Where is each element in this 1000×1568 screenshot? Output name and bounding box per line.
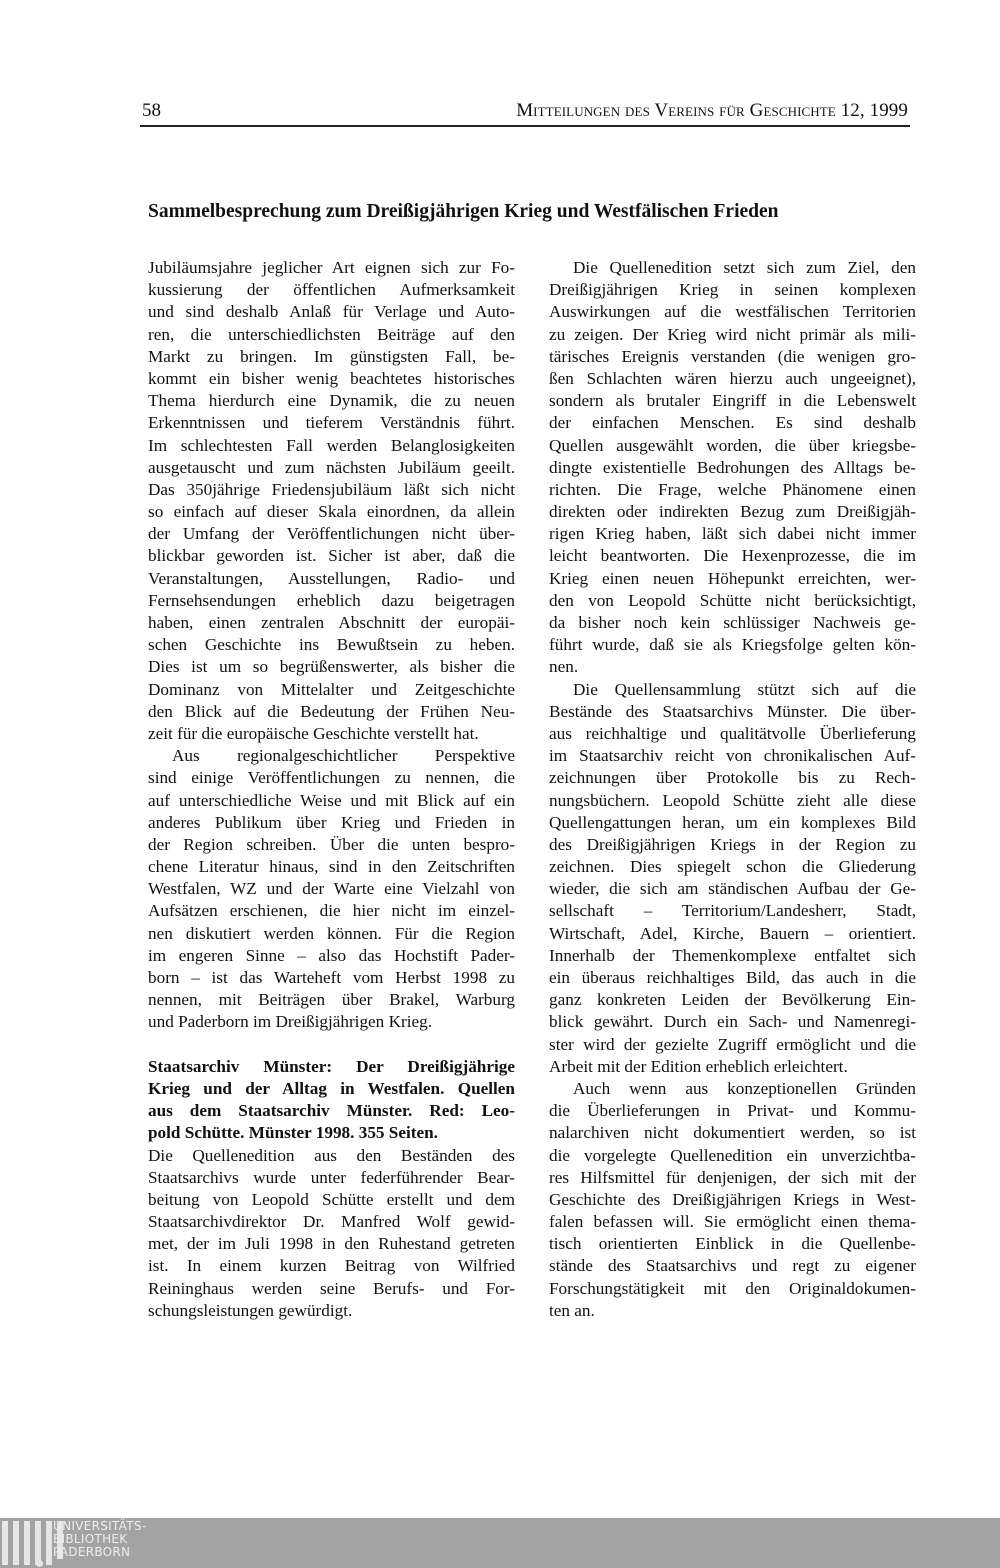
text-line: tärisches Ereignis verstanden (die wenigen gro- <box>549 346 916 366</box>
text-line: Krieg einen neuen Höhepunkt erreichten, wer- <box>549 568 916 588</box>
text-line: anderes Publikum über Krieg und Frieden in <box>148 812 515 832</box>
text-line: Die Quellenedition setzt sich zum Ziel, den <box>573 258 916 277</box>
text-line: Aus regionalgeschichtlicher Perspektive <box>172 746 515 766</box>
text-line: born – ist das Warteheft vom Herbst 1998 zu <box>148 968 515 987</box>
text-line: Arbeit mit der Edition erheblich erleichtert. <box>549 1056 848 1076</box>
text-line: Fernsehsendungen erheblich dazu beigetragen <box>148 590 515 610</box>
page-number: 58 <box>142 100 161 121</box>
text-line: da bisher noch kein schlüssiger Nachweis ge- <box>549 613 916 632</box>
text-line: nungsbüchern. Leopold Schütte zieht alle diese <box>549 790 916 810</box>
text-line: Die Quellenedition aus den Beständen des <box>148 1145 515 1165</box>
library-logo-text <box>53 1520 146 1559</box>
review-heading-line: pold Schütte. Münster 1998. 355 Seiten. <box>148 1123 438 1143</box>
text-line: haben, einen zentralen Abschnitt der europäi- <box>148 613 515 632</box>
text-line: Jubiläumsjahre jeglicher Art eignen sich zur Fo- <box>148 258 515 277</box>
text-line: sellschaft – Territorium/Landesherr, Stadt, <box>549 901 916 921</box>
left-column <box>148 257 515 1322</box>
text-line: nennen, mit Beiträgen über Brakel, Warburg <box>148 990 515 1010</box>
text-line: den Blick auf die Bedeutung der Frühen Neu- <box>148 701 515 721</box>
text-line: kommt ein bisher wenig beachtetes historisches <box>148 368 515 388</box>
text-line: ren, die unterschiedlichsten Beiträge auf den <box>148 324 515 344</box>
review-heading-line: aus dem Staatsarchiv Münster. Red: Leo- <box>148 1101 515 1121</box>
text-line: des Dreißigjährigen Kriegs in der Region zu <box>549 834 916 854</box>
text-line: so einfach auf dieser Skala einordnen, da allein <box>148 502 515 522</box>
text-line: sind einige Veröffentlichungen zu nennen, die <box>148 768 515 788</box>
text-line: und sind deshalb Anlaß für Verlage und Auto- <box>148 302 515 322</box>
text-line: im Staatsarchiv reicht von chronikalischen Auf- <box>549 746 916 766</box>
right-column <box>549 257 916 1322</box>
text-line: Quellen ausgewählt worden, die über kriegsbe- <box>549 435 916 455</box>
text-line: blick gewährt. Durch ein Sach- und Namenregi- <box>549 1012 916 1032</box>
text-line: rigen Krieg haben, läßt sich dabei nicht immer <box>549 524 916 544</box>
text-line: Markt zu bringen. Im günstigsten Fall, be- <box>148 346 515 366</box>
text-line: ein überaus reichhaltiges Bild, das auch in die <box>549 968 916 987</box>
text-line: Geschichte des Dreißigjährigen Kriegs in West- <box>549 1189 916 1209</box>
text-line: dingte existentielle Bedrohungen des Alltags be- <box>549 457 916 477</box>
logo-line: UNIVERSITÄTS- <box>53 1519 147 1533</box>
text-line: leicht beantworten. Die Hexenprozesse, die im <box>549 546 916 566</box>
text-line: der Region schreiben. Über die unten bespro- <box>148 834 515 854</box>
text-line: auf unterschiedliche Weise und mit Blick auf ein <box>148 790 515 810</box>
text-line: Im schlechtesten Fall werden Belanglosigkeiten <box>148 435 515 455</box>
text-line: stände des Staatsarchivs und regt zu eigener <box>549 1256 916 1276</box>
text-line: Westfalen, WZ und der Warte eine Vielzahl von <box>148 879 515 899</box>
text-line: ten an. <box>549 1300 595 1320</box>
review-heading-line: Staatsarchiv Münster: Der Dreißigjährige <box>148 1056 515 1076</box>
text-line: führt wurde, daß sie als Kriegsfolge gelten kön- <box>549 635 916 655</box>
text-line: Staatsarchivdirektor Dr. Manfred Wolf gewid- <box>148 1212 515 1232</box>
text-line: Erkenntnissen und tieferem Verständnis führt. <box>148 413 515 433</box>
text-line: ster wird der gezielte Zugriff ermöglicht und die <box>549 1034 916 1054</box>
text-line: nen diskutiert werden können. Für die Region <box>148 923 515 943</box>
text-line: zeit für die europäische Geschichte verstellt hat. <box>148 723 479 743</box>
text-line: falen befassen will. Sie ermöglicht einen thema- <box>549 1212 916 1232</box>
text-line: Dominanz von Mittelalter und Zeitgeschichte <box>148 679 515 699</box>
text-line: chene Literatur hinaus, sind in den Zeitschriften <box>148 857 515 877</box>
text-line: kussierung der öffentlichen Aufmerksamkeit <box>148 280 515 300</box>
text-line: direkten oder indirekten Bezug zum Dreißigjäh- <box>549 502 916 522</box>
text-line: Bestände des Staatsarchivs Münster. Die über- <box>549 701 916 721</box>
text-line: wieder, die sich am ständischen Aufbau der Ge- <box>549 879 916 899</box>
text-line: nen. <box>549 657 579 677</box>
text-line: Dreißigjährigen Krieg in seinen komplexen <box>549 280 916 300</box>
header-rule <box>140 125 910 127</box>
text-line: Innerhalb der Themenkomplexe entfaltet sich <box>549 945 916 965</box>
text-line: Wirtschaft, Adel, Kirche, Bauern – orientiert. <box>549 923 916 943</box>
text-line: zeichnen. Dies spiegelt schon die Gliederung <box>549 857 916 877</box>
text-line: schen Geschichte ins Bewußtsein zu heben. <box>148 635 515 655</box>
text-line: blickbar geworden ist. Sicher ist aber, daß die <box>148 546 515 566</box>
text-line: der einfachen Menschen. Es sind deshalb <box>549 413 916 433</box>
text-line: den von Leopold Schütte nicht berücksichtigt, <box>549 590 916 610</box>
text-line: sondern als brutaler Eingriff in die Lebenswelt <box>549 391 916 411</box>
library-footer-bar <box>0 1518 1000 1568</box>
text-line: der Umfang der Veröffentlichungen nicht über- <box>148 524 515 544</box>
text-line: Das 350jährige Friedensjubiläum läßt sich nicht <box>148 479 515 499</box>
article-title: Sammelbesprechung zum Dreißigjährigen Krieg und Westfälischen Frieden <box>148 201 779 222</box>
text-line: schungsleistungen gewürdigt. <box>148 1300 353 1320</box>
text-line: Veranstaltungen, Ausstellungen, Radio- und <box>148 568 515 588</box>
blank-line <box>148 1034 515 1056</box>
text-line: aus reichhaltige und qualitätvolle Überlieferung <box>549 723 916 743</box>
text-line: Aufsätzen erschienen, die hier nicht im einzel- <box>148 901 515 921</box>
text-line: im engeren Sinne – also das Hochstift Pader- <box>148 945 515 965</box>
running-header: Mitteilungen des Vereins für Geschichte 12, 1999 <box>516 100 908 121</box>
text-line: Thema hierdurch eine Dynamik, die zu neuen <box>148 391 515 411</box>
text-line: Reininghaus werden seine Berufs- und For- <box>148 1278 515 1298</box>
text-line: nalarchiven nicht dokumentiert werden, so ist <box>549 1123 916 1143</box>
text-line: richten. Die Frage, welche Phänomene einen <box>549 479 916 499</box>
text-line: die vorgelegte Quellenedition ein unverzichtba- <box>549 1145 916 1165</box>
logo-dot-icon <box>36 1560 43 1567</box>
text-line: res Hilfsmittel für denjenigen, der sich mit der <box>549 1167 916 1187</box>
text-line: zeichnungen über Protokolle bis zu Rech- <box>549 768 916 788</box>
logo-line: BIBLIOTHEK <box>53 1532 128 1546</box>
text-line: ßen Schlachten wären hierzu auch ungeeignet), <box>549 368 916 388</box>
text-line: Forschungstätigkeit mit den Originaldokumen- <box>549 1278 916 1298</box>
text-line: ist. In einem kurzen Beitrag von Wilfried <box>148 1256 515 1276</box>
text-line: zu zeigen. Der Krieg wird nicht primär als mili- <box>549 324 916 344</box>
text-line: beitung von Leopold Schütte erstellt und dem <box>148 1189 515 1209</box>
text-line: Staatsarchivs wurde unter federführender Bear- <box>148 1167 515 1187</box>
text-line: Auch wenn aus konzeptionellen Gründen <box>573 1078 916 1098</box>
text-line: Die Quellensammlung stützt sich auf die <box>573 679 916 699</box>
text-line: Dies ist um so begrüßenswerter, als bisher die <box>148 657 515 677</box>
text-line: ganz konkreten Leiden der Bevölkerung Ein- <box>549 990 916 1010</box>
logo-line: PADERBORN <box>53 1545 131 1559</box>
text-line: tisch orientierten Einblick in die Quellenbe- <box>549 1234 916 1254</box>
text-line: Auswirkungen auf die westfälischen Territorien <box>549 302 916 322</box>
text-line: und Paderborn im Dreißigjährigen Krieg. <box>148 1012 432 1032</box>
text-line: die Überlieferungen in Privat- und Kommu- <box>549 1101 916 1121</box>
review-heading-line: Krieg und der Alltag in Westfalen. Quellen <box>148 1078 515 1098</box>
text-line: met, der im Juli 1998 in den Ruhestand getreten <box>148 1234 515 1254</box>
text-line: Quellengattungen heran, um ein komplexes Bild <box>549 812 916 832</box>
text-line: ausgetauscht und zum nächsten Jubiläum geeilt. <box>148 457 515 477</box>
